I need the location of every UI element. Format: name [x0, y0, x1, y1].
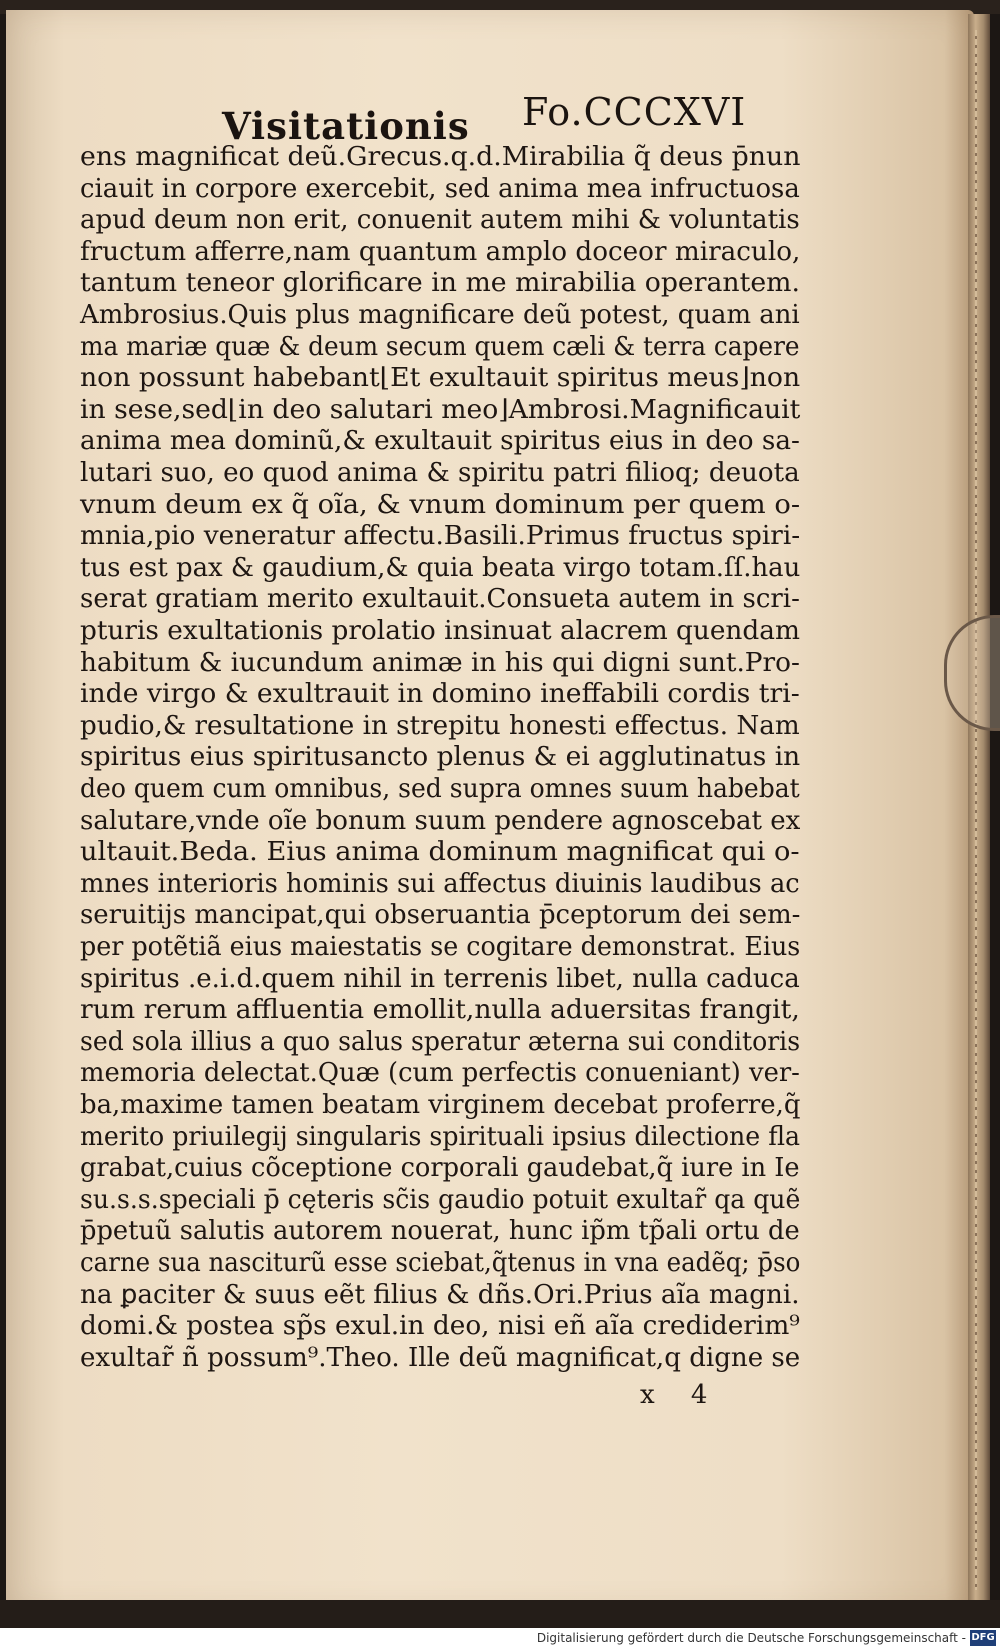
text-line: spiritus .e.i.d.quem nihil in terrenis libet, nulla caduca: [80, 963, 800, 994]
text-line: lutari suo, eo quod anima & spiritu patri filioq; deuota: [80, 458, 800, 488]
text-line: in sese,sed⌊in deo salutari meo⌋Ambrosi.Magnificauit: [80, 394, 801, 425]
digitization-credit: Digitalisierung gefördert durch die Deutsche Forschungsgemeinschaft -: [536, 1631, 966, 1645]
dfg-logo: DFG: [970, 1630, 996, 1646]
text-line: serat gratiam merito exultauit.Consueta autem in scri-: [80, 584, 800, 615]
text-line: inde virgo & exultrauit in domino ineffabili cordis tri-: [80, 679, 800, 710]
text-line: mnes interioris hominis sui affectus diuinis laudibus ac: [80, 868, 800, 899]
text-line: ciauit in corpore exercebit, sed anima mea infructuosa: [80, 173, 800, 204]
signature-mark: x 4: [640, 1380, 722, 1410]
book-edge: [968, 14, 990, 1604]
text-line: seruitijs mancipat,qui obseruantia p̄ceptorum dei sem-: [80, 900, 801, 931]
text-line: mnia,pio veneratur affectu.Basili.Primus fructus spiri-: [80, 521, 801, 552]
text-line: per potẽtiã eius maiestatis se cogitare demonstrat. Eius: [80, 932, 801, 962]
text-line: tus est pax & gaudium,& quia beata virgo totam.ſſ.hau: [80, 552, 801, 583]
text-line: na ꝑaciter & suus eẽt filius & dñs.Ori.Prius aĩa magni.: [80, 1279, 800, 1310]
text-line: ma mariæ quæ & deum secum quem cæli & terra capere: [80, 331, 800, 362]
text-line: tantum teneor glorificare in me mirabilia operantem.: [80, 268, 800, 299]
text-line: deo quem cum omnibus, sed supra omnes suum habebat: [80, 774, 800, 804]
text-line: grabat,cuius cõceptione corporali gaudebat,q̃ iure in Ie: [80, 1153, 800, 1184]
text-line: ens magnificat deũ.Grecus.q.d.Mirabilia q̃ deus p̄nun: [80, 142, 801, 172]
text-line: memoria delectat.Quæ (cum perfectis conueniant) ver-: [80, 1058, 800, 1089]
text-line: Ambrosius.Quis plus magnificare deũ potest, quam ani: [80, 300, 800, 330]
text-line: pturis exultationis prolatio insinuat alacrem quendam: [80, 616, 800, 646]
text-line: domi.& postea sp̃s exul.in deo, nisi eñ aĩa crediderim⁹: [80, 1311, 800, 1342]
text-line: spiritus eius spiritusancto plenus & ei agglutinatus in: [80, 742, 801, 773]
text-line: vnum deum ex q̃ oĩa, & vnum dominum per quem o-: [80, 489, 801, 520]
text-line: ultauit.Beda. Eius anima dominum magnificat qui o-: [80, 837, 800, 868]
folio-number: Fo.CCCXVI: [522, 90, 747, 134]
text-line: habitum & iucundum animæ in his qui digni sunt.Pro-: [80, 647, 800, 678]
text-line: pudio,& resultatione in strepitu honesti effectus. Nam: [80, 710, 800, 741]
running-head-title: Visitationis: [222, 104, 470, 148]
text-line: ba,maxime tamen beatam virginem decebat proferre,q̃: [80, 1090, 801, 1120]
text-line: su.s.s.speciali p̄ cęteris sc̃is gaudio potuit exultar̃ qa quẽ: [80, 1184, 801, 1215]
text-line: salutare,vnde oĩe bonum suum pendere agnoscebat ex: [80, 805, 801, 836]
text-line: rum rerum affluentia emollit,nulla aduersitas frangit,: [80, 995, 800, 1026]
bottom-shadow-band: [0, 1600, 1000, 1628]
text-line: anima mea dominũ,& exultauit spiritus eius in deo sa-: [80, 426, 800, 457]
text-line: exultar̃ ñ possum⁹.Theo. Ille deũ magnificat,q digne se: [80, 1342, 801, 1373]
text-line: sed sola illius a quo salus speratur æterna sui conditoris: [80, 1026, 801, 1057]
text-line: fructum afferre,nam quantum amplo doceor miraculo,: [80, 236, 801, 267]
page-stack-edge: [975, 30, 977, 1590]
text-line: merito priuilegij singularis spirituali ipsius dilectione fla: [80, 1121, 801, 1152]
text-line: p̄petuũ salutis autorem nouerat, hunc ip̃m tp̃ali ortu de: [80, 1216, 800, 1247]
text-line: non possunt habebant⌊Et exultauit spiritus meus⌋non: [80, 363, 801, 394]
text-line: carne sua nasciturũ esse sciebat,q̃tenus in vna eadẽq; p̄so: [80, 1248, 801, 1278]
text-line: apud deum non erit, conuenit autem mihi & voluntatis: [80, 205, 800, 236]
